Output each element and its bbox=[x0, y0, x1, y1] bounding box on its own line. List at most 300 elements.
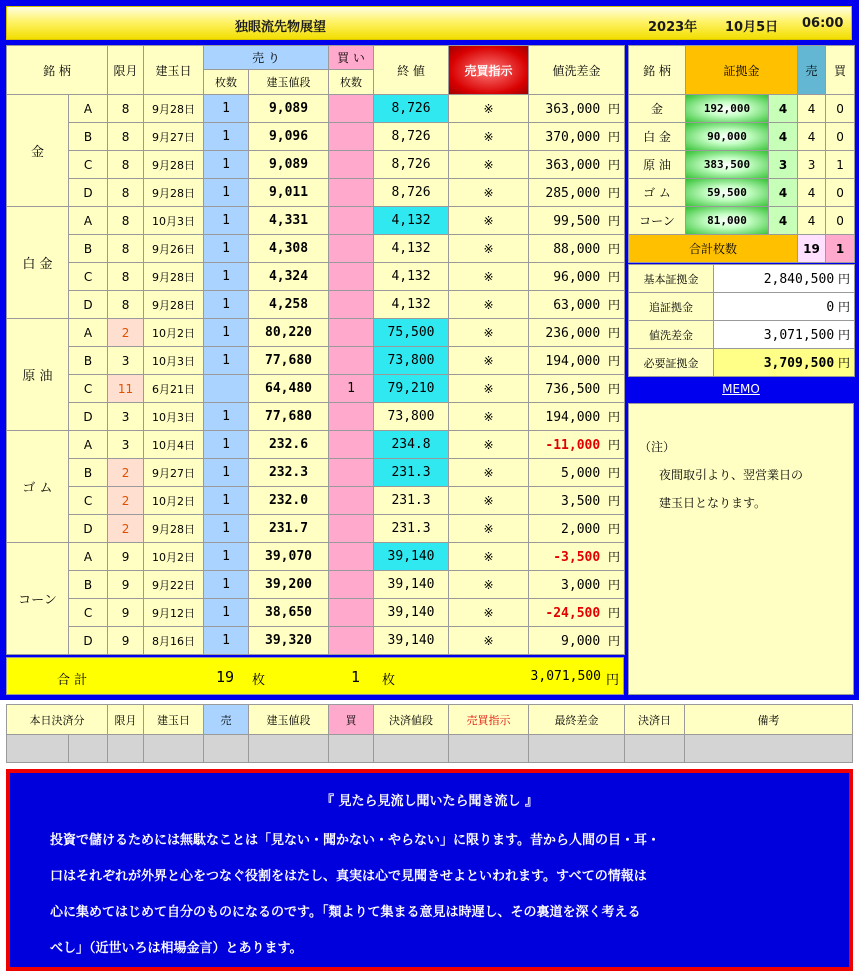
row-sell-count[interactable]: 1 bbox=[204, 95, 249, 123]
row-price: 232.0 bbox=[249, 487, 329, 515]
table-row bbox=[7, 123, 625, 151]
row-date: 10月4日 bbox=[144, 431, 204, 459]
row-price: 9,096 bbox=[249, 123, 329, 151]
summary-value: 0 bbox=[826, 300, 835, 315]
margin-count: 3 bbox=[769, 151, 798, 179]
row-buy-count[interactable] bbox=[329, 571, 374, 599]
row-buy-count[interactable] bbox=[329, 291, 374, 319]
row-month: 8 bbox=[108, 95, 144, 123]
row-month: 8 bbox=[108, 263, 144, 291]
row-close: 73,800 bbox=[374, 347, 449, 375]
row-sell-count[interactable]: 1 bbox=[204, 263, 249, 291]
row-date: 6月21日 bbox=[144, 375, 204, 403]
row-diff-value: 736,500 bbox=[545, 382, 601, 397]
row-buy-count[interactable]: 1 bbox=[329, 375, 374, 403]
margin-header-buy: 買 bbox=[826, 46, 855, 95]
settle-header-order: 売買指示 bbox=[449, 705, 529, 735]
settle-header-month: 限月 bbox=[108, 705, 144, 735]
row-buy-count[interactable] bbox=[329, 319, 374, 347]
margin-count: 4 bbox=[769, 179, 798, 207]
row-date: 10月3日 bbox=[144, 403, 204, 431]
summary-label: 追証拠金 bbox=[629, 293, 714, 321]
total-yen: 円 bbox=[605, 673, 619, 688]
row-close: 234.8 bbox=[374, 431, 449, 459]
settle-cell[interactable] bbox=[625, 735, 685, 763]
header-sell-count: 枚数 bbox=[204, 70, 249, 95]
row-close: 4,132 bbox=[374, 291, 449, 319]
row-close: 75,500 bbox=[374, 319, 449, 347]
row-price: 4,324 bbox=[249, 263, 329, 291]
row-close: 79,210 bbox=[374, 375, 449, 403]
summary-yen: 円 bbox=[837, 300, 850, 314]
row-close: 8,726 bbox=[374, 95, 449, 123]
row-date: 10月3日 bbox=[144, 347, 204, 375]
table-row bbox=[7, 207, 625, 235]
margin-sell: 4 bbox=[798, 123, 826, 151]
row-date: 9月28日 bbox=[144, 515, 204, 543]
row-month: 9 bbox=[108, 543, 144, 571]
settle-header-final-diff: 最終差金 bbox=[529, 705, 625, 735]
row-order: ※ bbox=[449, 431, 529, 459]
row-price: 4,308 bbox=[249, 235, 329, 263]
row-close: 39,140 bbox=[374, 543, 449, 571]
row-diff-yen: 円 bbox=[608, 578, 621, 592]
commodity-name: ゴ ム bbox=[7, 431, 69, 543]
header-price: 建玉値段 bbox=[249, 70, 329, 95]
settle-header-note: 備考 bbox=[685, 705, 853, 735]
table-row bbox=[7, 599, 625, 627]
row-sell-count[interactable]: 1 bbox=[204, 515, 249, 543]
margin-total-row bbox=[629, 235, 855, 263]
table-row bbox=[7, 347, 625, 375]
date-label: 10月5日 bbox=[725, 20, 779, 35]
table-row bbox=[7, 95, 625, 123]
row-diff-yen: 円 bbox=[608, 186, 621, 200]
table-row bbox=[7, 487, 625, 515]
margin-row bbox=[629, 207, 855, 235]
commodity-name: 金 bbox=[7, 95, 69, 207]
row-id: A bbox=[69, 543, 108, 571]
row-diff-value: 96,000 bbox=[553, 270, 601, 285]
row-sell-count[interactable]: 1 bbox=[204, 431, 249, 459]
row-diff-yen: 円 bbox=[608, 242, 621, 256]
row-date: 9月28日 bbox=[144, 291, 204, 319]
message-inner bbox=[10, 773, 849, 967]
row-diff bbox=[529, 627, 625, 655]
row-sell-count[interactable]: 1 bbox=[204, 319, 249, 347]
row-diff bbox=[529, 95, 625, 123]
settle-header-price: 建玉値段 bbox=[249, 705, 329, 735]
row-order: ※ bbox=[449, 207, 529, 235]
row-order: ※ bbox=[449, 403, 529, 431]
row-diff-value: 63,000 bbox=[553, 298, 601, 313]
row-id: D bbox=[69, 627, 108, 655]
row-close: 4,132 bbox=[374, 235, 449, 263]
row-month: 8 bbox=[108, 235, 144, 263]
table-row bbox=[7, 151, 625, 179]
row-sell-count[interactable] bbox=[204, 375, 249, 403]
row-price: 38,650 bbox=[249, 599, 329, 627]
summary-row bbox=[629, 349, 855, 377]
margin-total-sell: 19 bbox=[798, 235, 826, 263]
row-close: 4,132 bbox=[374, 207, 449, 235]
margin-row bbox=[629, 151, 855, 179]
settle-cell[interactable] bbox=[69, 735, 108, 763]
total-label: 合 計 bbox=[57, 673, 88, 688]
total-buy-count: 1 bbox=[351, 668, 361, 686]
row-diff-yen: 円 bbox=[608, 130, 621, 144]
row-diff-yen: 円 bbox=[608, 466, 621, 480]
row-diff-yen: 円 bbox=[608, 438, 621, 452]
summary-label: 基本証拠金 bbox=[629, 265, 714, 293]
row-id: A bbox=[69, 431, 108, 459]
row-diff-value: 3,000 bbox=[561, 578, 601, 593]
row-month: 2 bbox=[108, 515, 144, 543]
row-order: ※ bbox=[449, 151, 529, 179]
row-sell-count[interactable]: 1 bbox=[204, 123, 249, 151]
margin-row bbox=[629, 95, 855, 123]
row-sell-count[interactable]: 1 bbox=[204, 459, 249, 487]
header-buy: 買 い bbox=[329, 46, 374, 70]
row-diff-yen: 円 bbox=[608, 158, 621, 172]
row-date: 10月2日 bbox=[144, 543, 204, 571]
row-buy-count[interactable] bbox=[329, 459, 374, 487]
margin-table bbox=[628, 45, 855, 263]
settle-cell[interactable] bbox=[329, 735, 374, 763]
table-row bbox=[7, 375, 625, 403]
row-diff-yen: 円 bbox=[608, 522, 621, 536]
message-title: 『 見たら見流し聞いたら聞き流し 』 bbox=[320, 794, 539, 809]
row-diff bbox=[529, 207, 625, 235]
row-price: 232.3 bbox=[249, 459, 329, 487]
summary-value: 3,709,500 bbox=[763, 356, 835, 371]
row-order: ※ bbox=[449, 179, 529, 207]
margin-count: 4 bbox=[769, 123, 798, 151]
row-buy-count[interactable] bbox=[329, 431, 374, 459]
row-buy-count[interactable] bbox=[329, 235, 374, 263]
row-order: ※ bbox=[449, 263, 529, 291]
message-line-4: べし」（近世いろは相場金言）とあります。 bbox=[50, 941, 303, 956]
settle-cell[interactable] bbox=[374, 735, 449, 763]
row-diff-value: 194,000 bbox=[545, 354, 601, 369]
row-month: 8 bbox=[108, 123, 144, 151]
table-row bbox=[7, 515, 625, 543]
row-id: D bbox=[69, 179, 108, 207]
row-price: 77,680 bbox=[249, 403, 329, 431]
row-buy-count[interactable] bbox=[329, 543, 374, 571]
row-month: 2 bbox=[108, 487, 144, 515]
row-month: 8 bbox=[108, 291, 144, 319]
row-month: 2 bbox=[108, 459, 144, 487]
row-month: 8 bbox=[108, 207, 144, 235]
margin-sell: 3 bbox=[798, 151, 826, 179]
memo-line-1: （注） bbox=[639, 440, 676, 454]
row-diff-value: 194,000 bbox=[545, 410, 601, 425]
title-bar bbox=[6, 6, 852, 40]
row-price: 232.6 bbox=[249, 431, 329, 459]
message-line-3: 心に集めてはじめて自分のものになるのです。「類よりて集まる意見は時遅し、その裏道を深く考える bbox=[50, 905, 641, 920]
row-diff-value: 2,000 bbox=[561, 522, 601, 537]
header-date: 建玉日 bbox=[144, 46, 204, 95]
row-price: 64,480 bbox=[249, 375, 329, 403]
settle-cell[interactable] bbox=[685, 735, 853, 763]
row-month: 9 bbox=[108, 571, 144, 599]
summary-yen: 円 bbox=[837, 356, 850, 370]
total-sell-count: 19 bbox=[216, 668, 235, 686]
row-order: ※ bbox=[449, 375, 529, 403]
row-date: 9月28日 bbox=[144, 95, 204, 123]
row-date: 10月2日 bbox=[144, 487, 204, 515]
header-buy-count: 枚数 bbox=[329, 70, 374, 95]
row-diff-value: -3,500 bbox=[553, 550, 601, 565]
row-id: A bbox=[69, 95, 108, 123]
row-month: 9 bbox=[108, 627, 144, 655]
row-diff bbox=[529, 599, 625, 627]
margin-name: 原 油 bbox=[629, 151, 686, 179]
margin-buy: 1 bbox=[826, 151, 855, 179]
margin-value: 192,000 bbox=[686, 95, 769, 123]
summary-value: 2,840,500 bbox=[763, 272, 835, 287]
settle-cell[interactable] bbox=[449, 735, 529, 763]
row-diff bbox=[529, 319, 625, 347]
row-buy-count[interactable] bbox=[329, 487, 374, 515]
table-row bbox=[7, 431, 625, 459]
row-price: 39,320 bbox=[249, 627, 329, 655]
row-diff-yen: 円 bbox=[608, 270, 621, 284]
row-diff-value: 9,000 bbox=[561, 634, 601, 649]
memo-link[interactable]: MEMO bbox=[722, 382, 760, 396]
row-price: 77,680 bbox=[249, 347, 329, 375]
margin-name: 金 bbox=[629, 95, 686, 123]
header-close: 終 値 bbox=[374, 46, 449, 95]
row-buy-count[interactable] bbox=[329, 347, 374, 375]
row-id: B bbox=[69, 347, 108, 375]
row-order: ※ bbox=[449, 95, 529, 123]
header-diff: 値洗差金 bbox=[529, 46, 625, 95]
row-diff bbox=[529, 431, 625, 459]
row-date: 9月28日 bbox=[144, 263, 204, 291]
row-order: ※ bbox=[449, 235, 529, 263]
row-diff bbox=[529, 459, 625, 487]
settle-cell[interactable] bbox=[529, 735, 625, 763]
settle-cell[interactable] bbox=[108, 735, 144, 763]
row-sell-count[interactable]: 1 bbox=[204, 627, 249, 655]
row-order: ※ bbox=[449, 571, 529, 599]
row-id: B bbox=[69, 459, 108, 487]
row-buy-count[interactable] bbox=[329, 515, 374, 543]
row-sell-count[interactable]: 1 bbox=[204, 235, 249, 263]
settle-cell[interactable] bbox=[144, 735, 204, 763]
message-line-2: 口はそれぞれが外界と心をつなぐ役割をはたし、真実は心で見聞きせよといわれます。すべての情報は bbox=[50, 869, 647, 884]
order-instruction-button[interactable]: 売買指示 bbox=[449, 46, 529, 95]
row-buy-count[interactable] bbox=[329, 95, 374, 123]
row-diff bbox=[529, 487, 625, 515]
row-diff-yen: 円 bbox=[608, 354, 621, 368]
row-id: C bbox=[69, 151, 108, 179]
positions-table bbox=[6, 45, 625, 655]
row-close: 39,140 bbox=[374, 627, 449, 655]
margin-sell: 4 bbox=[798, 95, 826, 123]
row-price: 9,089 bbox=[249, 151, 329, 179]
row-order: ※ bbox=[449, 599, 529, 627]
margin-value: 59,500 bbox=[686, 179, 769, 207]
row-diff bbox=[529, 151, 625, 179]
row-price: 9,011 bbox=[249, 179, 329, 207]
settle-cell[interactable] bbox=[249, 735, 329, 763]
row-close: 39,140 bbox=[374, 571, 449, 599]
row-date: 10月2日 bbox=[144, 319, 204, 347]
row-id: A bbox=[69, 207, 108, 235]
summary-yen: 円 bbox=[837, 272, 850, 286]
row-month: 9 bbox=[108, 599, 144, 627]
row-diff-yen: 円 bbox=[608, 634, 621, 648]
row-buy-count[interactable] bbox=[329, 123, 374, 151]
row-close: 231.3 bbox=[374, 487, 449, 515]
row-sell-count[interactable]: 1 bbox=[204, 347, 249, 375]
row-close: 8,726 bbox=[374, 151, 449, 179]
settle-cell[interactable] bbox=[7, 735, 69, 763]
row-price: 4,258 bbox=[249, 291, 329, 319]
margin-row bbox=[629, 123, 855, 151]
summary-value-cell bbox=[714, 349, 855, 377]
row-order: ※ bbox=[449, 487, 529, 515]
row-sell-count[interactable]: 1 bbox=[204, 179, 249, 207]
row-buy-count[interactable] bbox=[329, 151, 374, 179]
row-diff-value: 370,000 bbox=[545, 130, 601, 145]
table-row bbox=[7, 319, 625, 347]
summary-value-cell bbox=[714, 293, 855, 321]
row-date: 9月27日 bbox=[144, 123, 204, 151]
margin-value: 81,000 bbox=[686, 207, 769, 235]
row-id: B bbox=[69, 571, 108, 599]
table-row bbox=[7, 291, 625, 319]
summary-label: 値洗差金 bbox=[629, 321, 714, 349]
row-diff bbox=[529, 347, 625, 375]
row-diff-yen: 円 bbox=[608, 550, 621, 564]
row-date: 9月22日 bbox=[144, 571, 204, 599]
row-sell-count[interactable]: 1 bbox=[204, 403, 249, 431]
row-price: 39,200 bbox=[249, 571, 329, 599]
row-diff-yen: 円 bbox=[608, 410, 621, 424]
table-row bbox=[7, 459, 625, 487]
table-row bbox=[7, 235, 625, 263]
margin-count: 4 bbox=[769, 95, 798, 123]
row-order: ※ bbox=[449, 319, 529, 347]
row-diff-value: 88,000 bbox=[553, 242, 601, 257]
row-date: 10月3日 bbox=[144, 207, 204, 235]
row-buy-count[interactable] bbox=[329, 627, 374, 655]
row-date: 9月27日 bbox=[144, 459, 204, 487]
row-diff bbox=[529, 375, 625, 403]
settle-header-buy: 買 bbox=[329, 705, 374, 735]
row-order: ※ bbox=[449, 291, 529, 319]
row-diff-value: 99,500 bbox=[553, 214, 601, 229]
margin-buy: 0 bbox=[826, 207, 855, 235]
row-close: 8,726 bbox=[374, 179, 449, 207]
table-row bbox=[7, 403, 625, 431]
row-buy-count[interactable] bbox=[329, 179, 374, 207]
row-sell-count[interactable]: 1 bbox=[204, 151, 249, 179]
row-diff-yen: 円 bbox=[608, 298, 621, 312]
row-close: 73,800 bbox=[374, 403, 449, 431]
margin-total-label: 合計枚数 bbox=[629, 235, 798, 263]
row-diff bbox=[529, 403, 625, 431]
margin-header-name: 銘 柄 bbox=[629, 46, 686, 95]
row-id: B bbox=[69, 123, 108, 151]
margin-sell: 4 bbox=[798, 207, 826, 235]
settle-cell[interactable] bbox=[204, 735, 249, 763]
header-month: 限月 bbox=[108, 46, 144, 95]
margin-summary bbox=[628, 264, 855, 377]
memo-line-3: 建玉日となります。 bbox=[659, 496, 767, 510]
row-sell-count[interactable]: 1 bbox=[204, 599, 249, 627]
row-id: B bbox=[69, 235, 108, 263]
row-buy-count[interactable] bbox=[329, 599, 374, 627]
row-close: 39,140 bbox=[374, 599, 449, 627]
summary-value: 3,071,500 bbox=[763, 328, 835, 343]
summary-row bbox=[629, 321, 855, 349]
row-diff bbox=[529, 123, 625, 151]
row-id: C bbox=[69, 487, 108, 515]
margin-value: 383,500 bbox=[686, 151, 769, 179]
row-date: 9月28日 bbox=[144, 179, 204, 207]
row-diff-value: 3,500 bbox=[561, 494, 601, 509]
row-price: 80,220 bbox=[249, 319, 329, 347]
row-sell-count[interactable]: 1 bbox=[204, 487, 249, 515]
row-id: C bbox=[69, 375, 108, 403]
row-buy-count[interactable] bbox=[329, 207, 374, 235]
row-id: A bbox=[69, 319, 108, 347]
row-sell-count[interactable]: 1 bbox=[204, 571, 249, 599]
total-buy-unit: 枚 bbox=[382, 673, 396, 688]
settle-header-settle-price: 決済値段 bbox=[374, 705, 449, 735]
row-sell-count[interactable]: 1 bbox=[204, 291, 249, 319]
year-label: 2023年 bbox=[648, 20, 698, 35]
time-label: 06:00 bbox=[802, 16, 844, 31]
row-price: 231.7 bbox=[249, 515, 329, 543]
table-row bbox=[7, 627, 625, 655]
row-month: 3 bbox=[108, 347, 144, 375]
row-date: 9月12日 bbox=[144, 599, 204, 627]
row-buy-count[interactable] bbox=[329, 403, 374, 431]
header-sell: 売 り bbox=[204, 46, 329, 70]
row-order: ※ bbox=[449, 543, 529, 571]
app-title: 独眼流先物展望 bbox=[235, 20, 327, 35]
total-bar bbox=[6, 657, 624, 695]
row-diff-value: 236,000 bbox=[545, 326, 601, 341]
margin-name: 白 金 bbox=[629, 123, 686, 151]
row-order: ※ bbox=[449, 347, 529, 375]
row-buy-count[interactable] bbox=[329, 263, 374, 291]
row-date: 8月16日 bbox=[144, 627, 204, 655]
table-row bbox=[7, 571, 625, 599]
row-order: ※ bbox=[449, 123, 529, 151]
row-sell-count[interactable]: 1 bbox=[204, 543, 249, 571]
commodity-name: 原 油 bbox=[7, 319, 69, 431]
margin-buy: 0 bbox=[826, 179, 855, 207]
row-price: 39,070 bbox=[249, 543, 329, 571]
row-close: 231.3 bbox=[374, 459, 449, 487]
row-id: C bbox=[69, 263, 108, 291]
row-sell-count[interactable]: 1 bbox=[204, 207, 249, 235]
memo-box bbox=[628, 403, 854, 695]
row-diff-value: 363,000 bbox=[545, 102, 601, 117]
row-price: 9,089 bbox=[249, 95, 329, 123]
settle-header-today: 本日決済分 bbox=[7, 705, 108, 735]
row-diff-value: -11,000 bbox=[545, 438, 601, 453]
margin-header-margin: 証拠金 bbox=[686, 46, 798, 95]
row-id: D bbox=[69, 291, 108, 319]
